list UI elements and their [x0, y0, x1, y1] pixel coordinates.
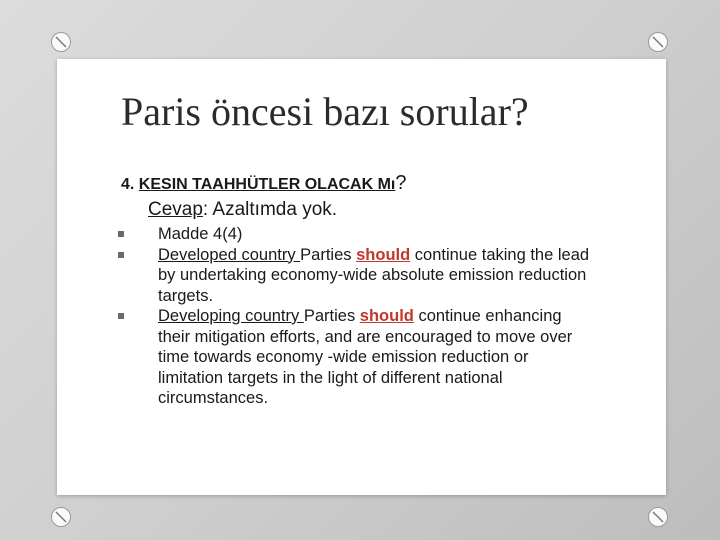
bullet-marker — [118, 231, 124, 237]
bullet-list — [118, 224, 598, 409]
list-item — [118, 224, 598, 245]
question-mark: ? — [395, 172, 407, 194]
pin-icon — [647, 31, 669, 53]
bullet-underlined-text: Developed country — [158, 245, 301, 264]
bullet-text: Parties — [300, 245, 357, 264]
answer-line — [148, 199, 337, 221]
list-item — [118, 245, 598, 307]
answer-text: : Azaltımda yok. — [202, 199, 338, 220]
pin-icon — [50, 31, 72, 53]
bullet-text: Parties — [303, 307, 360, 325]
bullet-underlined-text: Developing country — [158, 307, 304, 325]
emphasis-word: should — [359, 307, 414, 325]
question-text: KESIN TAAHHÜTLER OLACAK Mı — [138, 176, 396, 193]
slide-title: Paris öncesi bazı sorular? — [121, 89, 529, 134]
answer-label: Cevap — [148, 199, 203, 220]
bullet-marker — [118, 252, 124, 258]
bullet-text: Madde 4(4) — [158, 225, 243, 243]
question-number: 4. — [121, 176, 135, 193]
bullet-text: continue enhancing their mitigation efforts, and are encouraged to move over time towards economy -wide emission reduction or limitation targets in the light of different national circumstances. — [158, 307, 573, 407]
pin-icon — [647, 506, 669, 528]
emphasis-word: should — [356, 245, 411, 264]
pin-icon — [50, 506, 72, 528]
question-line — [121, 172, 407, 195]
bullet-text: continue taking the lead by undertaking economy-wide absolute emission reduction targets. — [158, 245, 590, 305]
bullet-marker — [118, 313, 124, 319]
list-item — [118, 306, 598, 409]
